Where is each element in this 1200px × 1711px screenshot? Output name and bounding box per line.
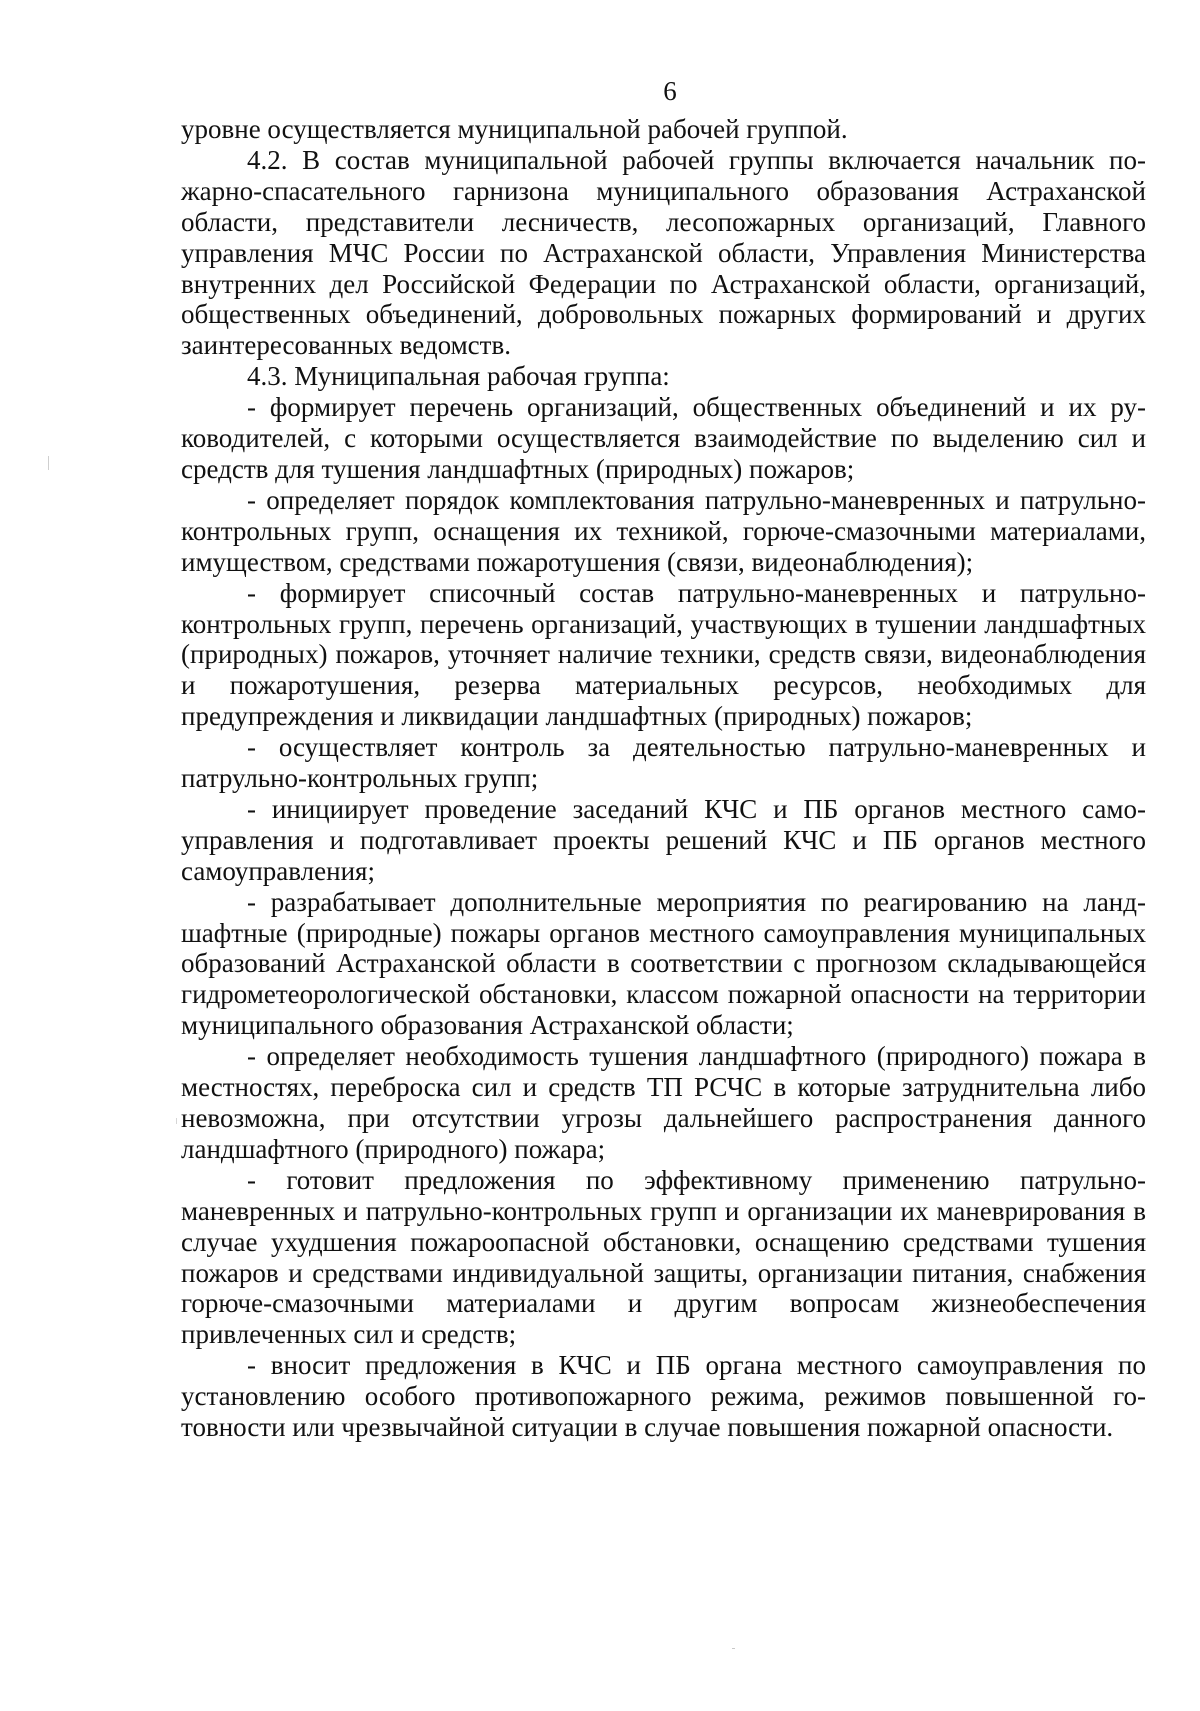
list-item-initiates-meetings: - инициирует проведение заседаний КЧС и ПБ органов местного самоуправления и подготавливает проекты решений КЧС и ПБ органов местного самоуправления; [181, 793, 1146, 886]
list-item-defines-procedure: - определяет порядок комплектования патрульно-маневренных и патрульно-контрольных групп, оснащения их техникой, горюче-смазочными материалами, имуществом, средствами пожаротушения (связи, видеонаблюдения); [181, 484, 1146, 577]
scan-speck [732, 1648, 735, 1649]
scan-speck [48, 456, 49, 470]
list-item-develops-measures: - разрабатывает дополнительные мероприятия по реагированию на ландшафтные (природные) пожары органов местного самоуправления муниципальных образований Астраханской области в соответствии с прогнозом складывающейся гидрометеорологической обстановки, классом пожарной опасности на территории муниципального образования Астраханской области; [181, 886, 1146, 1041]
list-item-forms-list: - формирует перечень организаций, общественных объединений и их руководителей, с которыми осуществляется взаимодействие по выделению сил и средств для тушения ландшафтных (природных) пожаров; [181, 392, 1146, 484]
scan-speck [176, 1118, 177, 1124]
list-item-controls: - осуществляет контроль за деятельностью патрульно-маневренных и патрульно-контрольных групп; [181, 732, 1146, 794]
page-number: 6 [663, 76, 677, 106]
paragraph-continuation: уровне осуществляется муниципальной рабочей группой. [181, 114, 848, 144]
list-item-submits-proposals: - вносит предложения в КЧС и ПБ органа местного самоуправления по установлению особого противопожарного режима, режимов повышенной готовности или чрезвычайной ситуации в случае повышения пожарной опасности. [181, 1350, 1146, 1443]
document-body [181, 114, 1146, 1443]
list-item-forms-staff: - формирует списочный состав патрульно-маневренных и патрульно-контрольных групп, перечень организаций, участвующих в тушении ландшафтных (природных) пожаров, уточняет наличие техники, средств связи, видеонаблюдения и пожаротушения, резерва материальных ресурсов, необходимых для предупреждения и ликвидации ландшафтных (природных) пожаров; [181, 577, 1146, 732]
paragraph-4-3-heading: 4.3. Муниципальная рабочая группа: [247, 361, 670, 392]
list-item-prepares-proposals: - готовит предложения по эффективному применению патрульно-маневренных и патрульно-контрольных групп и организации их маневрирования в случае ухудшения пожароопасной обстановки, оснащению средствами тушения пожаров и средствами индивидуальной защиты, организации питания, снабжения горюче-смазочными материалами и другим вопросам жизнеобеспечения привлеченных сил и средств; [181, 1164, 1146, 1350]
paragraph-4-2: 4.2. В состав муниципальной рабочей группы включается начальник пожарно-спасательного гарнизона муниципального образования Астраханской области, представители лесничеств, лесопожарных организаций, Главного управления МЧС России по Астраханской области, Управления Министерства внутренних дел Российской Федерации по Астраханской области, организаций, общественных объединений, добровольных пожарных формирований и других заинтересованных ведомств. [181, 144, 1146, 361]
list-item-determines-necessity: - определяет необходимость тушения ландшафтного (природного) пожара в местностях, переброска сил и средств ТП РСЧС в которые затруднительна либо невозможна, при отсутствии угрозы дальнейшего распространения данного ландшафтного (природного) пожара; [181, 1041, 1146, 1164]
